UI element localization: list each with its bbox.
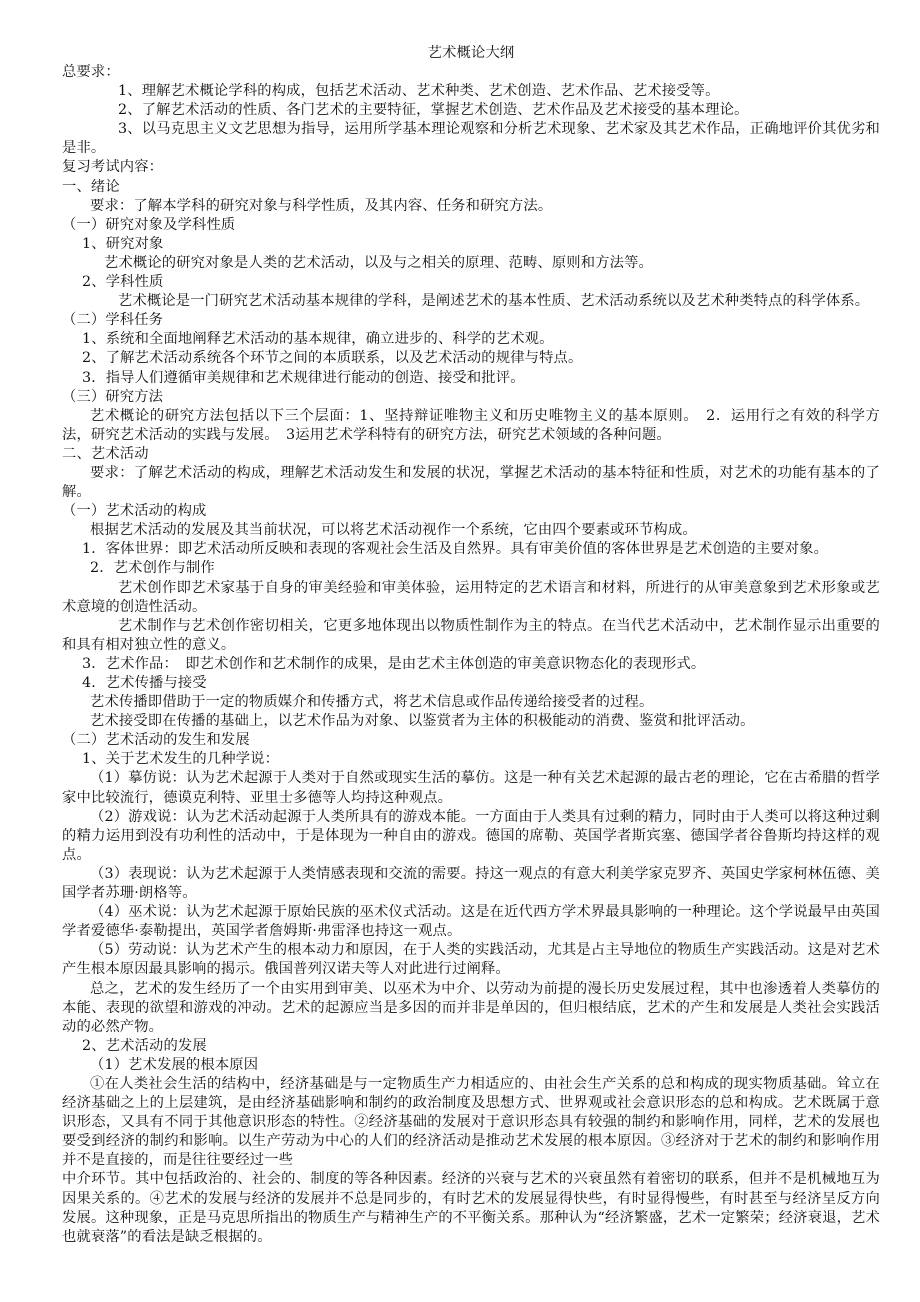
paragraph: 3．指导人们遵循审美规律和艺术规律进行能动的创造、接受和批评。 xyxy=(82,369,525,386)
document-body xyxy=(62,63,880,1247)
paragraph: ①在人类社会生活的结构中，经济基础是与一定物质生产力相适应的、由社会生产关系的总和构成的现实物质基础。耸立在经济基础之上的上层建筑，是由经济基础影响和制约的政治制度及思想方式、世界观或社会意识形态的总和构成。艺术既属于意识形态，又具有不同于其他意识形态的特性。②经济基础的发展对于意识形态具有较强的制约和影响作用，同样，艺术的发展也要受到经济的制约和影响。以生产劳动为中心的人们的经济活动是推动艺术发展的根本原因。③经济对于艺术的制约和影响作用并不是直接的，而是往往要经过一些 xyxy=(62,1075,880,1169)
paragraph: 艺术制作与艺术创作密切相关，它更多地体现出以物质性制作为主的特点。在当代艺术活动中，艺术制作显示出重要的和具有相对独立性的意义。 xyxy=(62,617,880,653)
paragraph: 1、研究对象 xyxy=(82,235,164,252)
paragraph: （5）劳动说：认为艺术产生的根本动力和原因，在于人类的实践活动，尤其是占主导地位的物质生产实践活动。这是对艺术产生根本原因最具影响的揭示。俄国普列汉诺夫等人对此进行过阐释。 xyxy=(62,942,880,978)
section-line: （二）艺术活动的发生和发展 xyxy=(62,732,250,749)
paragraph: 艺术概论是一门研究艺术活动基本规律的学科，是阐述艺术的基本性质、艺术活动系统以及艺术种类特点的科学体系。 xyxy=(118,293,870,310)
paragraph: 1、系统和全面地阐释艺术活动的基本规律，确立进步的、科学的艺术观。 xyxy=(82,331,554,348)
paragraph: 艺术概论的研究对象是人类的艺术活动，以及与之相关的原理、范畴、原则和方法等。 xyxy=(104,254,653,271)
section-line: （一）研究对象及学科性质 xyxy=(62,216,236,233)
paragraph: 1、理解艺术概论学科的构成，包括艺术活动、艺术种类、艺术创造、艺术作品、艺术接受等。 xyxy=(118,83,720,100)
paragraph: 2．艺术创作与制作 xyxy=(90,560,215,577)
paragraph: 根据艺术活动的发展及其当前状况，可以将艺术活动视作一个系统，它由四个要素或环节构成。 xyxy=(90,522,697,539)
paragraph: 艺术传播即借助于一定的物质媒介和传播方式，将艺术信息或作品传递给接受者的过程。 xyxy=(90,694,654,711)
paragraph: 要求：了解本学科的研究对象与科学性质，及其内容、任务和研究方法。 xyxy=(90,197,553,214)
section-line: （三）研究方法 xyxy=(62,388,164,405)
paragraph: 1．客体世界：即艺术活动所反映和表现的客观社会生活及自然界。具有审美价值的客体世界是艺术创造的主要对象。 xyxy=(82,541,829,558)
paragraph: 2、学科性质 xyxy=(82,274,164,291)
section-line: 一、绪论 xyxy=(62,178,120,195)
paragraph: 3、以马克思主义文艺思想为指导，运用所学基本理论观察和分析艺术现象、艺术家及其艺术作品，正确地评价其优劣和是非。 xyxy=(62,121,880,157)
section-line: 二、艺术活动 xyxy=(62,445,149,462)
section-line: （一）艺术活动的构成 xyxy=(62,503,207,520)
section-line: （二）学科任务 xyxy=(62,312,164,329)
paragraph: （1）艺术发展的根本原因 xyxy=(90,1056,259,1073)
section-line: 总要求： xyxy=(62,64,120,80)
paragraph: 2、了解艺术活动系统各个环节之间的本质联系，以及艺术活动的规律与特点。 xyxy=(82,350,583,367)
document-title: 艺术概论大纲 xyxy=(427,45,515,61)
paragraph: 4．艺术传播与接受 xyxy=(82,675,207,691)
paragraph: 2、艺术活动的发展 xyxy=(82,1037,207,1054)
paragraph: 1、关于艺术发生的几种学说： xyxy=(82,751,280,768)
paragraph: 艺术概论的研究方法包括以下三个层面：1、坚持辩证唯物主义和历史唯物主义的基本原则。 2．运用行之有效的科学方法，研究艺术活动的实践与发展。 3运用艺术学科特有的研究方法，研究艺术领域的各种问题。 xyxy=(62,407,880,443)
paragraph: （3）表现说：认为艺术起源于人类情感表现和交流的需要。持这一观点的有意大利美学家克罗齐、英国史学家柯林伍德、美国学者苏珊·朗格等。 xyxy=(62,865,880,902)
paragraph: （1）摹仿说：认为艺术起源于人类对于自然或现实生活的摹仿。这是一种有关艺术起源的最古老的理论，它在古希腊的哲学家中比较流行，德谟克利特、亚里士多德等人均持这种观点。 xyxy=(62,770,880,806)
paragraph: 2、了解艺术活动的性质、各门艺术的主要特征，掌握艺术创造、艺术作品及艺术接受的基本理论。 xyxy=(118,102,749,119)
paragraph: 3．艺术作品： 即艺术创作和艺术制作的成果，是由艺术主体创造的审美意识物态化的表现形式。 xyxy=(82,655,706,672)
paragraph: （4）巫术说：认为艺术起源于原始民族的巫术仪式活动。这是在近代西方学术界最具影响的一种理论。这个学说最早由英国学者爱德华·泰勒提出，英国学者詹姆斯·弗雷泽也持这一观点。 xyxy=(62,904,880,940)
paragraph: 艺术接受即在传播的基础上，以艺术作品为对象、以鉴赏者为主体的积极能动的消费、鉴赏和批评活动。 xyxy=(90,713,755,730)
paragraph: 总之，艺术的发生经历了一个由实用到审美、以巫术为中介、以劳动为前提的漫长历史发展过程，其中也渗透着人类摹仿的本能、表现的欲望和游戏的冲动。艺术的起源应当是多因的而并非是单因的，但归根结底，艺术的产生和发展是人类社会实践活动的必然产物。 xyxy=(62,980,880,1035)
paragraph: （2）游戏说：认为艺术活动起源于人类所具有的游戏本能。一方面由于人类具有过剩的精力，同时由于人类可以将这种过剩的精力运用到没有功利性的活动中，于是体现为一种自由的游戏。德国的席勒、英国学者斯宾塞、德国学者谷鲁斯均持这样的观点。 xyxy=(62,808,880,863)
paragraph: 要求：了解艺术活动的构成，理解艺术活动发生和发展的状况，掌握艺术活动的基本特征和性质，对艺术的功能有基本的了解。 xyxy=(62,464,880,501)
section-line: 中介环节。其中包括政治的、社会的、制度的等各种因素。经济的兴衰与艺术的兴衰虽然有着密切的联系，但并不是机械地互为因果关系的。④艺术的发展与经济的发展并不总是同步的，有时艺术的发展显得快些，有时显得慢些，有时甚至与经济呈反方向发展。这种现象，正是马克思所指出的物质生产与精神生产的不平衡关系。那种认为“经济繁盛，艺术一定繁荣；经济衰退，艺术也就衰落”的看法是缺乏根据的。 xyxy=(62,1171,880,1245)
document xyxy=(62,44,880,1247)
paragraph: 艺术创作即艺术家基于自身的审美经验和审美体验，运用特定的艺术语言和材料，所进行的从审美意象到艺术形象或艺术意境的创造性活动。 xyxy=(62,579,880,615)
section-line: 复习考试内容： xyxy=(62,159,164,176)
